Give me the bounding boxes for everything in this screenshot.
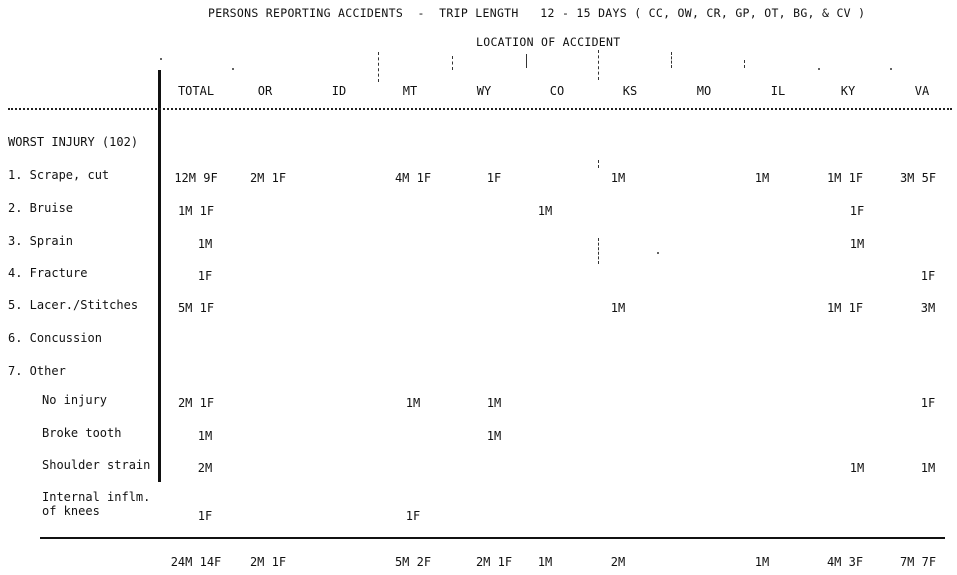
table-cell: 12M 9F: [174, 171, 218, 185]
column-header-id: ID: [331, 84, 347, 98]
table-cell: 5M 1F: [177, 301, 215, 315]
table-cell: 3M 5F: [899, 171, 937, 185]
header-tick: [744, 60, 745, 68]
totals-rule: [40, 537, 945, 539]
column-header-wy: WY: [476, 84, 492, 98]
row-label: 1. Scrape, cut: [8, 168, 110, 182]
table-cell: 2M 1F: [249, 171, 287, 185]
table-cell: 1M: [849, 237, 865, 251]
column-header-ks: KS: [622, 84, 638, 98]
table-cell: 1M: [610, 301, 626, 315]
table-cell: 4M 1F: [394, 171, 432, 185]
table-cell: 1M: [486, 396, 502, 410]
table-cell: 1M: [849, 461, 865, 475]
total-cell: 2M 1F: [249, 555, 287, 569]
table-cell: 1M: [486, 429, 502, 443]
section-heading: WORST INJURY (102): [8, 135, 139, 149]
column-tick: [598, 160, 599, 168]
column-header-ky: KY: [840, 84, 856, 98]
table-cell: 1M: [610, 171, 626, 185]
table-cell: 1F: [920, 269, 936, 283]
table-cell: 2M: [197, 461, 213, 475]
total-cell: 2M: [610, 555, 626, 569]
row-label: 7. Other: [8, 364, 66, 378]
row-label: No injury: [42, 393, 108, 407]
column-header-co: CO: [549, 84, 565, 98]
column-divider: [158, 70, 161, 482]
table-cell: 2M 1F: [177, 396, 215, 410]
total-cell: 7M 7F: [899, 555, 937, 569]
total-cell: 24M 14F: [170, 555, 222, 569]
header-tick: [378, 52, 379, 82]
speck: [890, 68, 892, 70]
speck: [232, 68, 234, 70]
header-rule: [8, 108, 952, 110]
total-cell: 5M 2F: [394, 555, 432, 569]
page-title: PERSONS REPORTING ACCIDENTS - TRIP LENGTH 12 - 15 DAYS ( CC, OW, CR, GP, OT, BG, & CV ): [208, 6, 866, 20]
table-cell: 1M: [754, 171, 770, 185]
row-label: Internal inflm. of knees: [42, 490, 151, 518]
column-tick: [598, 238, 599, 264]
speck: [657, 252, 659, 254]
column-header-mt: MT: [402, 84, 418, 98]
total-cell: 4M 3F: [826, 555, 864, 569]
row-label: 4. Fracture: [8, 266, 88, 280]
table-cell: 1M: [197, 237, 213, 251]
column-header-or: OR: [257, 84, 273, 98]
row-label: 2. Bruise: [8, 201, 74, 215]
table-cell: 1M 1F: [177, 204, 215, 218]
total-cell: 1M: [754, 555, 770, 569]
column-header-mo: MO: [696, 84, 712, 98]
header-tick: [671, 52, 672, 68]
table-cell: 1M: [405, 396, 421, 410]
row-label: 5. Lacer./Stitches: [8, 298, 139, 312]
total-cell: 2M 1F: [475, 555, 513, 569]
table-cell: 3M: [920, 301, 936, 315]
row-label: 6. Concussion: [8, 331, 102, 345]
table-cell: 1M 1F: [826, 301, 864, 315]
column-header-il: IL: [770, 84, 786, 98]
location-subtitle: LOCATION OF ACCIDENT: [476, 35, 621, 49]
table-cell: 1F: [197, 509, 213, 523]
column-header-total: TOTAL: [177, 84, 215, 98]
table-cell: 1F: [920, 396, 936, 410]
table-cell: 1F: [405, 509, 421, 523]
row-label: Broke tooth: [42, 426, 122, 440]
row-label: 3. Sprain: [8, 234, 74, 248]
table-cell: 1M: [920, 461, 936, 475]
column-header-va: VA: [914, 84, 930, 98]
speck: [160, 58, 162, 60]
row-label: Shoulder strain: [42, 458, 151, 472]
table-cell: 1M 1F: [826, 171, 864, 185]
header-tick: [452, 56, 453, 70]
header-tick: [598, 50, 599, 80]
speck: [818, 68, 820, 70]
table-cell: 1F: [197, 269, 213, 283]
table-cell: 1F: [486, 171, 502, 185]
total-cell: 1M: [537, 555, 553, 569]
header-tick: [526, 54, 527, 68]
table-cell: 1F: [849, 204, 865, 218]
table-cell: 1M: [197, 429, 213, 443]
table-cell: 1M: [537, 204, 553, 218]
